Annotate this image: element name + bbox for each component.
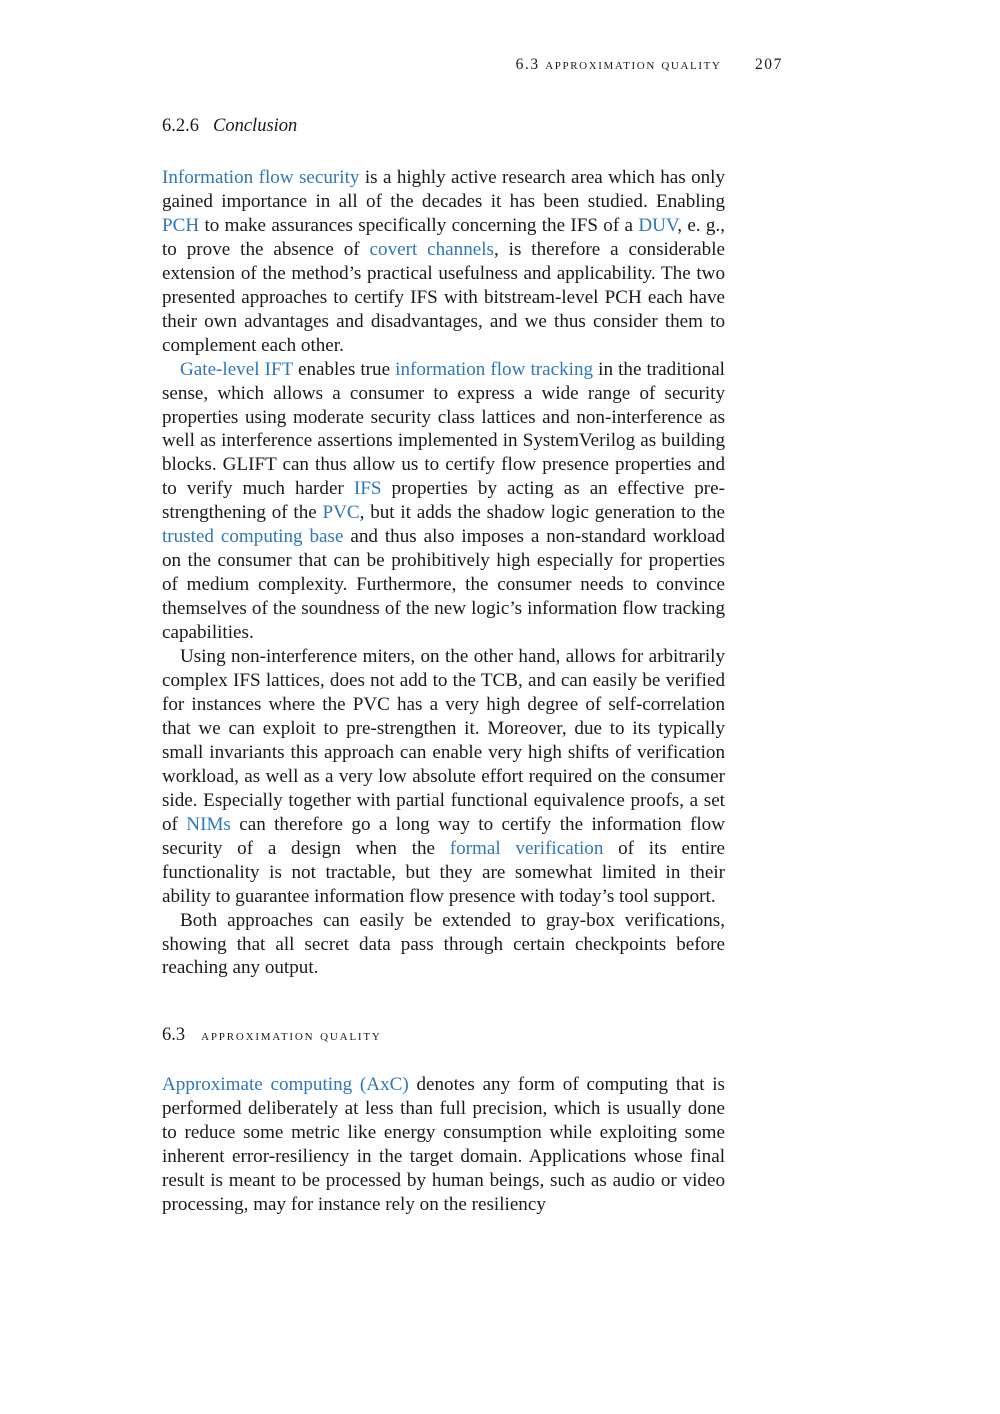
paragraph-text: properties by acting as an effective pre-strengthening of the bbox=[162, 478, 726, 524]
paragraph-text: is a highly active research area which has only gained importance in all of the decades it has been studied. Enabling bbox=[162, 167, 726, 212]
paragraph-text: can therefore go a long way to certify the information flow security of a design when the bbox=[162, 813, 725, 859]
paragraph-text: , but it adds the shadow logic generation to the bbox=[359, 502, 725, 524]
paragraph-text: to make assurances specifically concerning the IFS of a bbox=[199, 214, 639, 236]
paragraph-text: , e. g., to prove the absence of bbox=[162, 214, 725, 260]
header-section-number: 6.3 bbox=[515, 56, 540, 73]
section-number: 6.3 bbox=[162, 1025, 186, 1046]
paragraph-text: Both approaches can easily be extended to gray-box verifications, showing that all secret data pass through certain checkpoints before reaching any output. bbox=[162, 909, 725, 979]
paragraph-text: denotes any form of computing that is performed deliberately at less than full precision, which is usually done to reduce some metric like energy consumption while exploiting some inherent error-resiliency in the target domain. Applications whose final result is meant to be processed by human beings, such as audio or video processing, may for instance rely on the resiliency bbox=[162, 1074, 725, 1216]
link-ifs[interactable]: IFS bbox=[353, 478, 382, 500]
link-trusted-computing-base[interactable]: trusted computing base bbox=[162, 526, 344, 548]
link-information-flow-security[interactable]: Information flow security bbox=[162, 167, 360, 188]
paragraph-text: and thus also imposes a non-standard workload on the consumer that can be prohibitively high especially for properties of medium complexity. Furthermore, the consumer needs to convince themselves of the soundness of the new logic’s information flow tracking capabilities. bbox=[162, 526, 725, 644]
link-covert-channels[interactable]: covert channels bbox=[369, 238, 494, 260]
link-information-flow-tracking[interactable]: information flow tracking bbox=[395, 358, 594, 380]
paragraph-text: Using non-interference miters, on the other hand, allows for arbitrarily complex IFS lattices, does not add to the TCB, and can easily be verified for instances where the PVC has a very high degree of self-correlation that we can exploit to pre-strengthen it. Moreover, due to its typically small invariants this approach can enable very high shifts of verification workload, as well as a very low absolute effort required on the consumer side. Especially together with partial functional equivalence proofs, a set of bbox=[162, 646, 725, 835]
section-title: approximation quality bbox=[201, 1027, 382, 1045]
paragraph-text: in the traditional sense, which allows a consumer to express a wide range of security properties using moderate security class lattices and non-interference as well as interference assertions implemented in SystemVerilog as building blocks. GLIFT can thus allow us to certify flow presence properties and to verify much harder bbox=[162, 358, 725, 500]
link-pch[interactable]: PCH bbox=[162, 214, 200, 236]
header-section-title: approximation quality bbox=[545, 56, 722, 73]
paragraph-text: of its entire functionality is not tractable, but they are somewhat limited in their ability to guarantee information flow presence with today’s tool support. bbox=[162, 837, 726, 907]
subsection-heading bbox=[162, 112, 725, 140]
paragraph-3 bbox=[162, 645, 725, 908]
link-approximate-computing[interactable]: Approximate computing (AxC) bbox=[162, 1074, 409, 1096]
main-text bbox=[162, 112, 725, 1217]
link-pvc[interactable]: PVC bbox=[322, 502, 360, 524]
subsection-title: Conclusion bbox=[213, 116, 298, 136]
page-number: 207 bbox=[754, 56, 783, 73]
paragraph-4 bbox=[162, 909, 725, 981]
paragraph-text: enables true bbox=[292, 358, 396, 380]
paragraph-1 bbox=[162, 166, 725, 358]
link-gate-level-ift[interactable]: Gate-level IFT bbox=[180, 358, 293, 380]
link-formal-verification[interactable]: formal verification bbox=[449, 837, 604, 859]
link-duv[interactable]: DUV bbox=[638, 214, 678, 236]
section-heading bbox=[162, 1021, 725, 1049]
subsection-number: 6.2.6 bbox=[162, 116, 199, 136]
paragraph-2 bbox=[162, 358, 725, 645]
running-header bbox=[0, 56, 783, 74]
link-nims[interactable]: NIMs bbox=[186, 813, 231, 835]
section-paragraph-1 bbox=[162, 1073, 725, 1217]
paragraph-text: , is therefore a considerable extension of the method’s practical usefulness and applicability. The two presented approaches to certify IFS with bitstream-level PCH each have their own advantages and disadvantages, and we thus consider them to complement each other. bbox=[162, 238, 725, 356]
